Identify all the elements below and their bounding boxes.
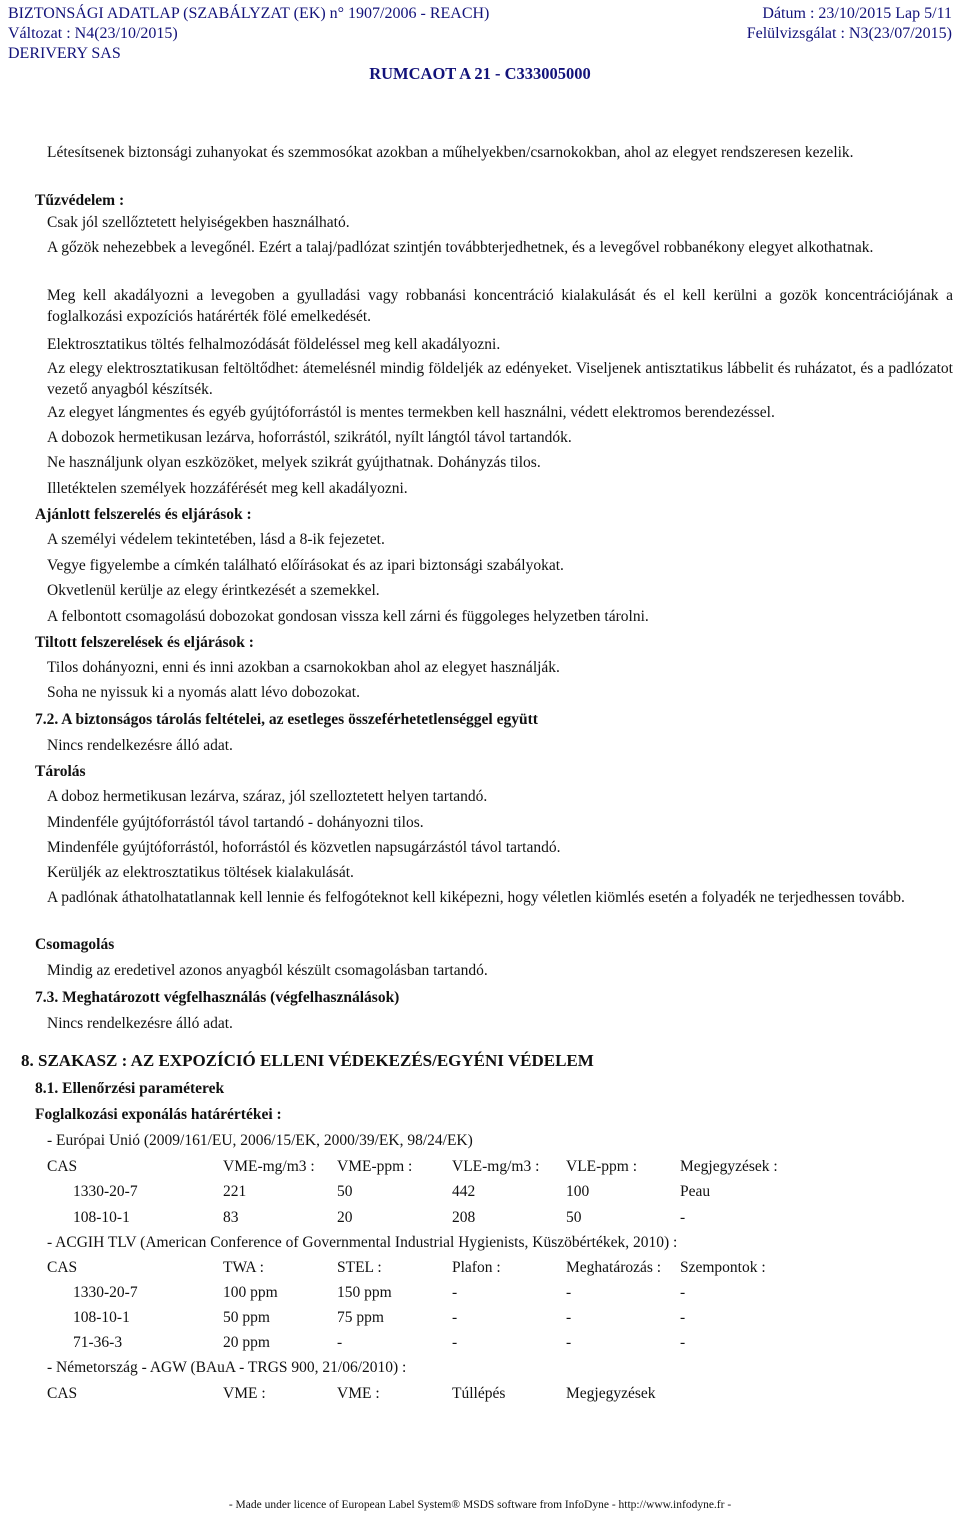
table-cell: -: [566, 1284, 572, 1301]
table-header-cell: VLE-ppm :: [566, 1158, 638, 1175]
paragraph: Az elegyet lángmentes és egyéb gyújtóforrástól is mentes termekben kell használni, védett elektromos berendezéssel.: [47, 404, 775, 421]
table-cell: -: [680, 1209, 686, 1226]
table-header-cell: Túllépés: [452, 1385, 506, 1402]
paragraph: Mindig az eredetivel azonos anyagból készült csomagolásban tartandó.: [47, 962, 488, 979]
table-cell: 75 ppm: [337, 1309, 384, 1326]
table-cell: 150 ppm: [337, 1284, 392, 1301]
table-header-cell: VLE-mg/m3 :: [452, 1158, 540, 1175]
table-cell: 100: [566, 1183, 590, 1200]
paragraph: Soha ne nyissuk ki a nyomás alatt lévo dobozokat.: [47, 684, 360, 701]
table-cell: 71-36-3: [73, 1334, 123, 1351]
section-heading: 7.3. Meghatározott végfelhasználás (végfelhasználások): [35, 989, 400, 1006]
eu-limits-label: - Európai Unió (2009/161/EU, 2006/15/EK, 2000/39/EK, 98/24/EK): [47, 1132, 473, 1149]
paragraph: Okvetlenül kerülje az elegy érintkezését a szemekkel.: [47, 582, 380, 599]
paragraph: Elektrosztatikus töltés felhalmozódását földeléssel meg kell akadályozni.: [47, 336, 501, 353]
subsection-heading: 8.1. Ellenőrzési paraméterek: [35, 1080, 225, 1097]
table-header-cell: Megjegyzések :: [680, 1158, 778, 1175]
table-cell: 50 ppm: [223, 1309, 270, 1326]
document-title: BIZTONSÁGI ADATLAP (SZABÁLYZAT (EK) n° 1907/2006 - REACH): [8, 5, 490, 22]
paragraph: Nincs rendelkezésre álló adat.: [47, 737, 233, 754]
table-header-cell: VME :: [337, 1385, 380, 1402]
table-header-cell: CAS: [47, 1259, 78, 1276]
table-cell: 108-10-1: [73, 1209, 130, 1226]
paragraph: Tilos dohányozni, enni és inni azokban a csarnokokban ahol az elegyet használják.: [47, 659, 560, 676]
section-heading: Csomagolás: [35, 936, 115, 953]
paragraph: A doboz hermetikusan lezárva, száraz, jól szelloztetett helyen tartandó.: [47, 788, 488, 805]
page-footer: - Made under licence of European Label System® MSDS software from InfoDyne - http://www.infodyne.fr -: [228, 1499, 732, 1511]
table-cell: 83: [223, 1209, 239, 1226]
product-name: RUMCAOT A 21 - C333005000: [369, 64, 591, 83]
table-header-cell: VME-mg/m3 :: [223, 1158, 315, 1175]
table-cell: 442: [452, 1183, 476, 1200]
version-label: Változat : N4(23/10/2015): [8, 25, 178, 42]
section-8-title: 8. SZAKASZ : AZ EXPOZÍCIÓ ELLENI VÉDEKEZÉS/EGYÉNI VÉDELEM: [21, 1051, 594, 1070]
acgih-limits-label: - ACGIH TLV (American Conference of Governmental Industrial Hygienists, Küszöbértékek, 2010) :: [47, 1234, 678, 1251]
section-heading: Tárolás: [35, 763, 86, 780]
table-header-cell: Plafon :: [452, 1259, 501, 1276]
table-cell: 1330-20-7: [73, 1284, 138, 1301]
table-header-cell: CAS: [47, 1158, 78, 1175]
table-cell: 221: [223, 1183, 247, 1200]
paragraph: Csak jól szellőztetett helyiségekben használható.: [47, 214, 350, 231]
table-cell: 20: [337, 1209, 353, 1226]
table-cell: 50: [337, 1183, 353, 1200]
table-cell: -: [566, 1334, 572, 1351]
table-header-cell: VME-ppm :: [337, 1158, 413, 1175]
table-cell: -: [680, 1309, 686, 1326]
table-cell: 1330-20-7: [73, 1183, 138, 1200]
subsection-heading: Foglalkozási exponálás határértékei :: [35, 1106, 282, 1123]
paragraph: Meg kell akadályozni a levegoben a gyulladási vagy robbanási koncentráció kialakulását és el kell kerülni a gozök koncentrációjának a foglalkozási expozíciós határérték fölé emelkedését.: [47, 287, 953, 325]
table-cell: -: [452, 1284, 458, 1301]
table-cell: 108-10-1: [73, 1309, 130, 1326]
paragraph: Illetéktelen személyek hozzáférését meg kell akadályozni.: [47, 480, 408, 497]
table-header-cell: STEL :: [337, 1259, 382, 1276]
revision-label: Felülvizsgálat : N3(23/07/2015): [746, 25, 952, 42]
paragraph: A dobozok hermetikusan lezárva, hoforrástól, szikrától, nyílt lángtól távol tartandók.: [47, 429, 572, 446]
de-limits-label: - Németország - AGW (BAuA - TRGS 900, 21/06/2010) :: [47, 1359, 407, 1376]
table-cell: -: [452, 1334, 458, 1351]
paragraph: A gőzök nehezebbek a levegőnél. Ezért a talaj/padlózat szintjén továbbterjedhetnek, és a levegővel robbanékony elegyet alkothatnak.: [47, 239, 874, 256]
paragraph: A személyi védelem tekintetében, lásd a 8-ik fejezetet.: [47, 531, 385, 548]
date-page-label: Dátum : 23/10/2015 Lap 5/11: [762, 5, 952, 22]
table-cell: -: [452, 1309, 458, 1326]
table-cell: 100 ppm: [223, 1284, 278, 1301]
paragraph: Nincs rendelkezésre álló adat.: [47, 1015, 233, 1032]
table-cell: -: [566, 1309, 572, 1326]
table-cell: 20 ppm: [223, 1334, 270, 1351]
section-heading: Tiltott felszerelések és eljárások :: [35, 634, 254, 651]
company-name: DERIVERY SAS: [8, 45, 121, 62]
section-heading: 7.2. A biztonságos tárolás feltételei, az esetleges összeférhetetlenséggel együtt: [35, 711, 538, 728]
section-heading: Tűzvédelem :: [35, 192, 125, 209]
table-header-cell: TWA :: [223, 1259, 264, 1276]
paragraph: Kerüljék az elektrosztatikus töltések kialakulását.: [47, 864, 354, 881]
paragraph: Létesítsenek biztonsági zuhanyokat és szemmosókat azokban a műhelyekben/csarnokokban, ahol az elegyet rendszeresen kezelik.: [47, 144, 854, 161]
paragraph: Mindenféle gyújtóforrástól, hoforrástól és közvetlen napsugárzástól távol tartandó.: [47, 839, 561, 856]
table-header-cell: Szempontok :: [680, 1259, 766, 1276]
paragraph: Ne használjunk olyan eszközöket, melyek szikrát gyújthatnak. Dohányzás tilos.: [47, 454, 541, 471]
table-cell: -: [680, 1284, 686, 1301]
table-header-cell: Meghatározás :: [566, 1259, 662, 1276]
table-cell: 50: [566, 1209, 582, 1226]
paragraph: Mindenféle gyújtóforrástól távol tartandó - dohányozni tilos.: [47, 814, 424, 831]
section-heading: Ajánlott felszerelés és eljárások :: [35, 506, 252, 523]
table-cell: -: [337, 1334, 343, 1351]
paragraph: Az elegy elektrosztatikusan feltöltődhet: átemelésnél mindig földeljék az edényeket. Viseljenek antisztatikus lábbelit és ruházatot, és a padlózatot vezető anyagból készítsék.: [47, 360, 953, 398]
table-header-cell: VME :: [223, 1385, 266, 1402]
paragraph: Vegye figyelembe a címkén található előírásokat és az ipari biztonsági szabályokat.: [47, 557, 564, 574]
paragraph: A padlónak áthatolhatatlannak kell lennie és felfogóteknot kell kiképezni, hogy véletlen kiömlés esetén a folyadék ne terjedhessen tovább.: [47, 889, 905, 906]
table-header-cell: Megjegyzések: [566, 1385, 656, 1402]
table-cell: Peau: [680, 1183, 711, 1200]
paragraph: A felbontott csomagolású dobozokat gondosan vissza kell zárni és függoleges helyzetben tárolni.: [47, 608, 649, 625]
table-cell: 208: [452, 1209, 476, 1226]
table-cell: -: [680, 1334, 686, 1351]
table-header-cell: CAS: [47, 1385, 78, 1402]
